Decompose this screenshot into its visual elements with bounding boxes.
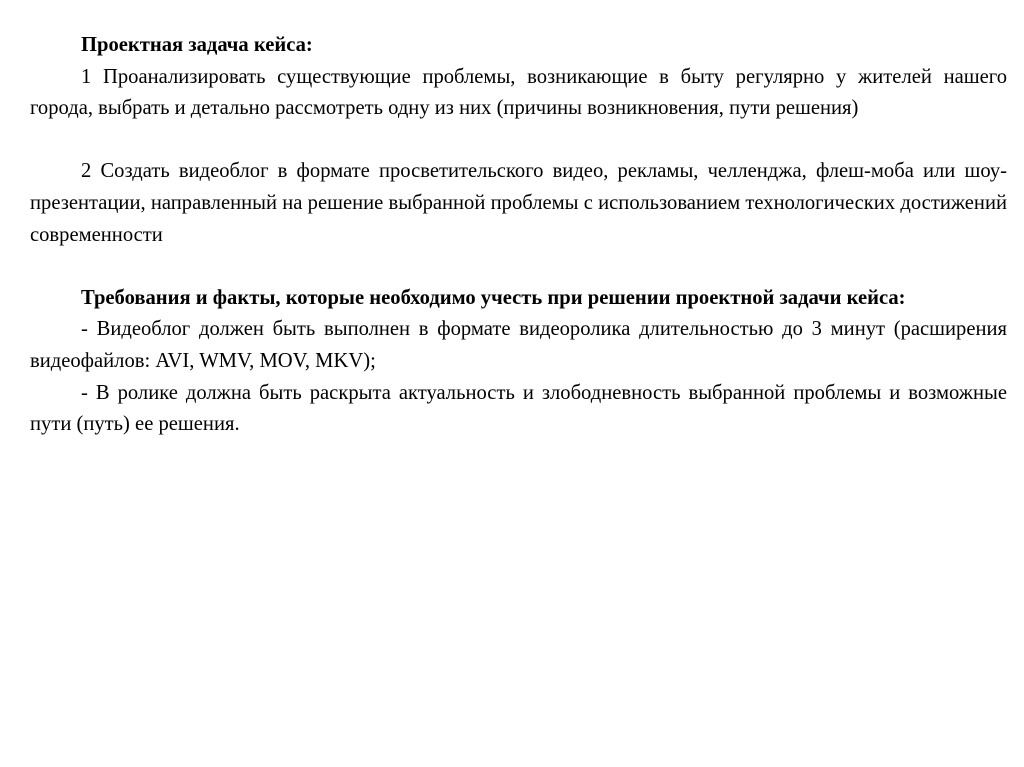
requirement-2: - В ролике должна быть раскрыта актуальность и злободневность выбранной проблемы и возможные пути (путь) ее решения. <box>30 381 1007 436</box>
task-1: 1 Проанализировать существующие проблемы, возникающие в быту регулярно у жителей нашего города, выбрать и детально рассмотреть одну из них (причины возникновения, пути решения) <box>30 65 1007 120</box>
document-page <box>30 30 1007 441</box>
spacer <box>30 125 1007 157</box>
requirement-1: - Видеоблог должен быть выполнен в формате видеоролика длительностью до 3 минут (расширения видеофайлов: AVI, WMV, MOV, MKV); <box>30 318 1007 372</box>
task-2: 2 Создать видеоблог в формате просветительского видео, рекламы, челленджа, флеш-моба или шоу-презентации, направленный на решение выбранной проблемы с использованием технологических достижений современности <box>30 160 1007 246</box>
case-heading: Проектная задача кейса: <box>81 34 313 56</box>
requirements-heading: Требования и факты, которые необходимо учесть при решении проектной задачи кейса: <box>81 286 906 309</box>
spacer <box>30 251 1007 283</box>
